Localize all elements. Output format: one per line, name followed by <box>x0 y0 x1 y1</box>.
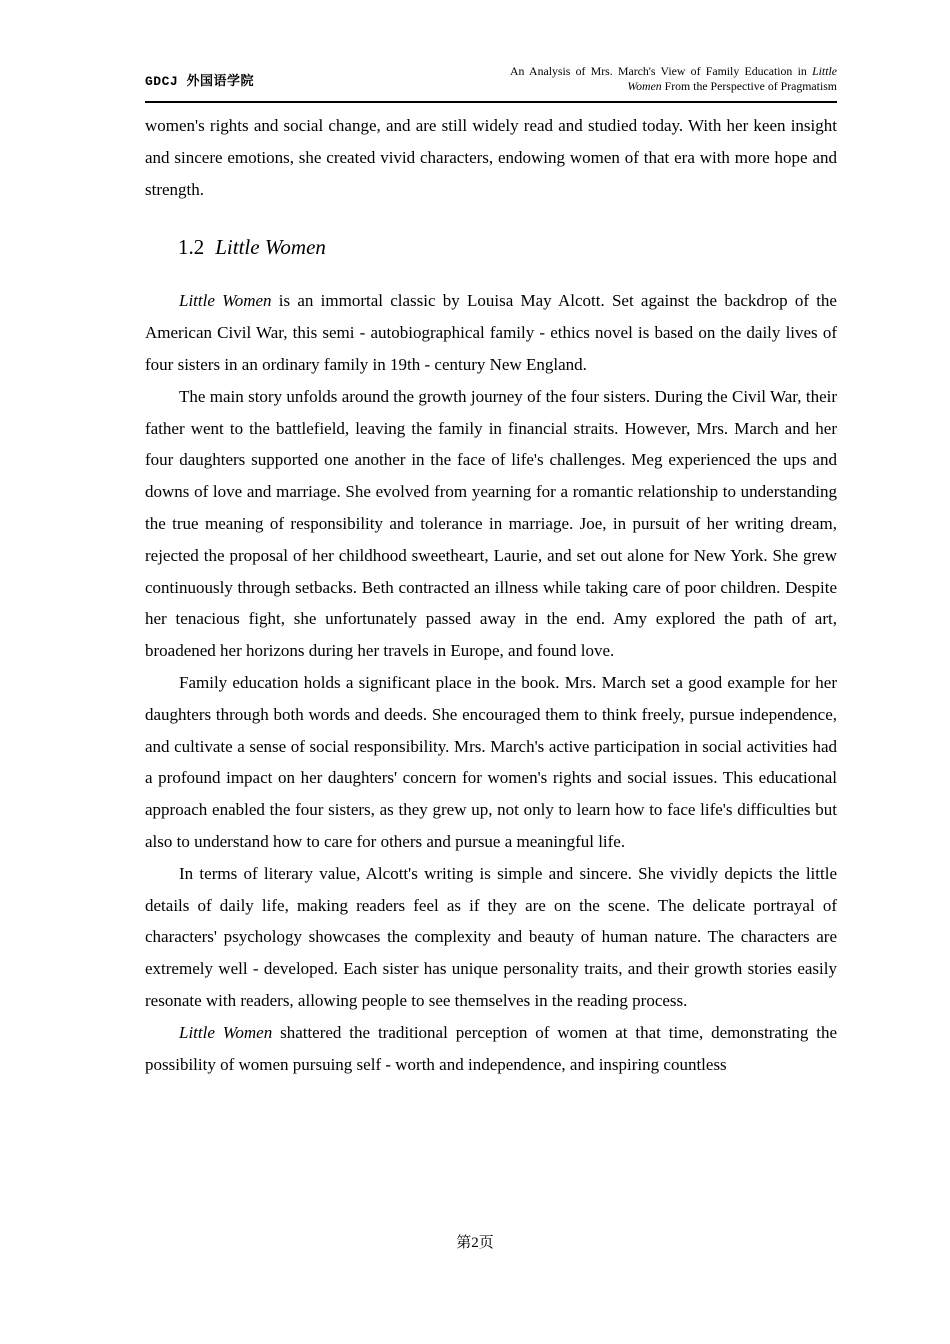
page-header <box>145 64 837 103</box>
header-title-line1-text: An Analysis of Mrs. March's View of Family Education in <box>510 64 813 78</box>
document-body <box>145 110 837 1080</box>
page-number: 第2页 <box>456 1235 494 1251</box>
section-heading <box>178 232 837 262</box>
paragraph-shattered-perception <box>145 1017 837 1081</box>
header-paper-title <box>510 64 837 94</box>
header-school-name: GDCJ 外国语学院 <box>145 73 255 89</box>
section-title-italic: Little Women <box>215 235 326 260</box>
header-title-line1 <box>510 64 837 79</box>
book-title-italic: Little Women <box>179 1022 273 1042</box>
paragraph-main-story: The main story unfolds around the growth journey of the four sisters. During the Civil War, their father went to the battlefield, leaving the family in financial straits. However, Mrs. March and her four daughters supported one another in the face of life's challenges. Meg experienced the ups and downs of love and marriage. She evolved from yearning for a romantic relationship to understanding the true meaning of responsibility and tolerance in marriage. Joe, in pursuit of her writing dream, rejected the proposal of her childhood sweetheart, Laurie, and set out alone for New York. She grew continuously through setbacks. Beth contracted an illness while taking care of poor children. Despite her tenacious fight, she unfortunately passed away in the end. Amy explored the path of art, broadened her horizons during her travels in Europe, and found love. <box>145 386 837 661</box>
paragraph-text: is an immortal classic by Louisa May Alcott. Set against the backdrop of the American Civil War, this semi - autobiographical family - ethics novel is based on the daily lives of four sisters in an ordinary family in 19th - century New England. <box>145 291 837 374</box>
book-title-italic: Little <box>812 64 837 78</box>
paragraph-literary-value: In terms of literary value, Alcott's writing is simple and sincere. She vividly depicts the little details of daily life, making readers feel as if they are on the scene. The delicate portrayal of characters' psychology showcases the complexity and beauty of human nature. The characters are extremely well - developed. Each sister has unique personality traits, and their growth stories easily resonate with readers, allowing people to see themselves in the reading process. <box>145 863 837 1010</box>
paragraph-family-education: Family education holds a significant place in the book. Mrs. March set a good example for her daughters through both words and deeds. She encouraged them to think freely, pursue independence, and cultivate a sense of social responsibility. Mrs. March's active participation in social activities had a profound impact on her daughters' concern for women's rights and social issues. This educational approach enabled the four sisters, as they grew up, not only to learn how to face life's difficulties but also to understand how to care for others and pursue a meaningful life. <box>145 672 837 851</box>
page-footer <box>0 1231 950 1252</box>
book-title-italic: Little Women <box>179 291 272 311</box>
header-title-line2-text: From the Perspective of Pragmatism <box>661 79 837 93</box>
paragraph-text: shattered the traditional perception of women at that time, demonstrating the possibility of women pursuing self - worth and independence, and inspiring countless <box>145 1022 837 1074</box>
book-title-italic: Women <box>627 79 662 93</box>
section-number: 1.2 <box>178 235 205 260</box>
header-title-line2 <box>510 79 837 94</box>
paragraph-little-women-intro <box>145 285 837 380</box>
paragraph-continuation: women's rights and social change, and are still widely read and studied today. With her keen insight and sincere emotions, she created vivid characters, endowing women of that era with more hope and strength. <box>145 116 837 199</box>
